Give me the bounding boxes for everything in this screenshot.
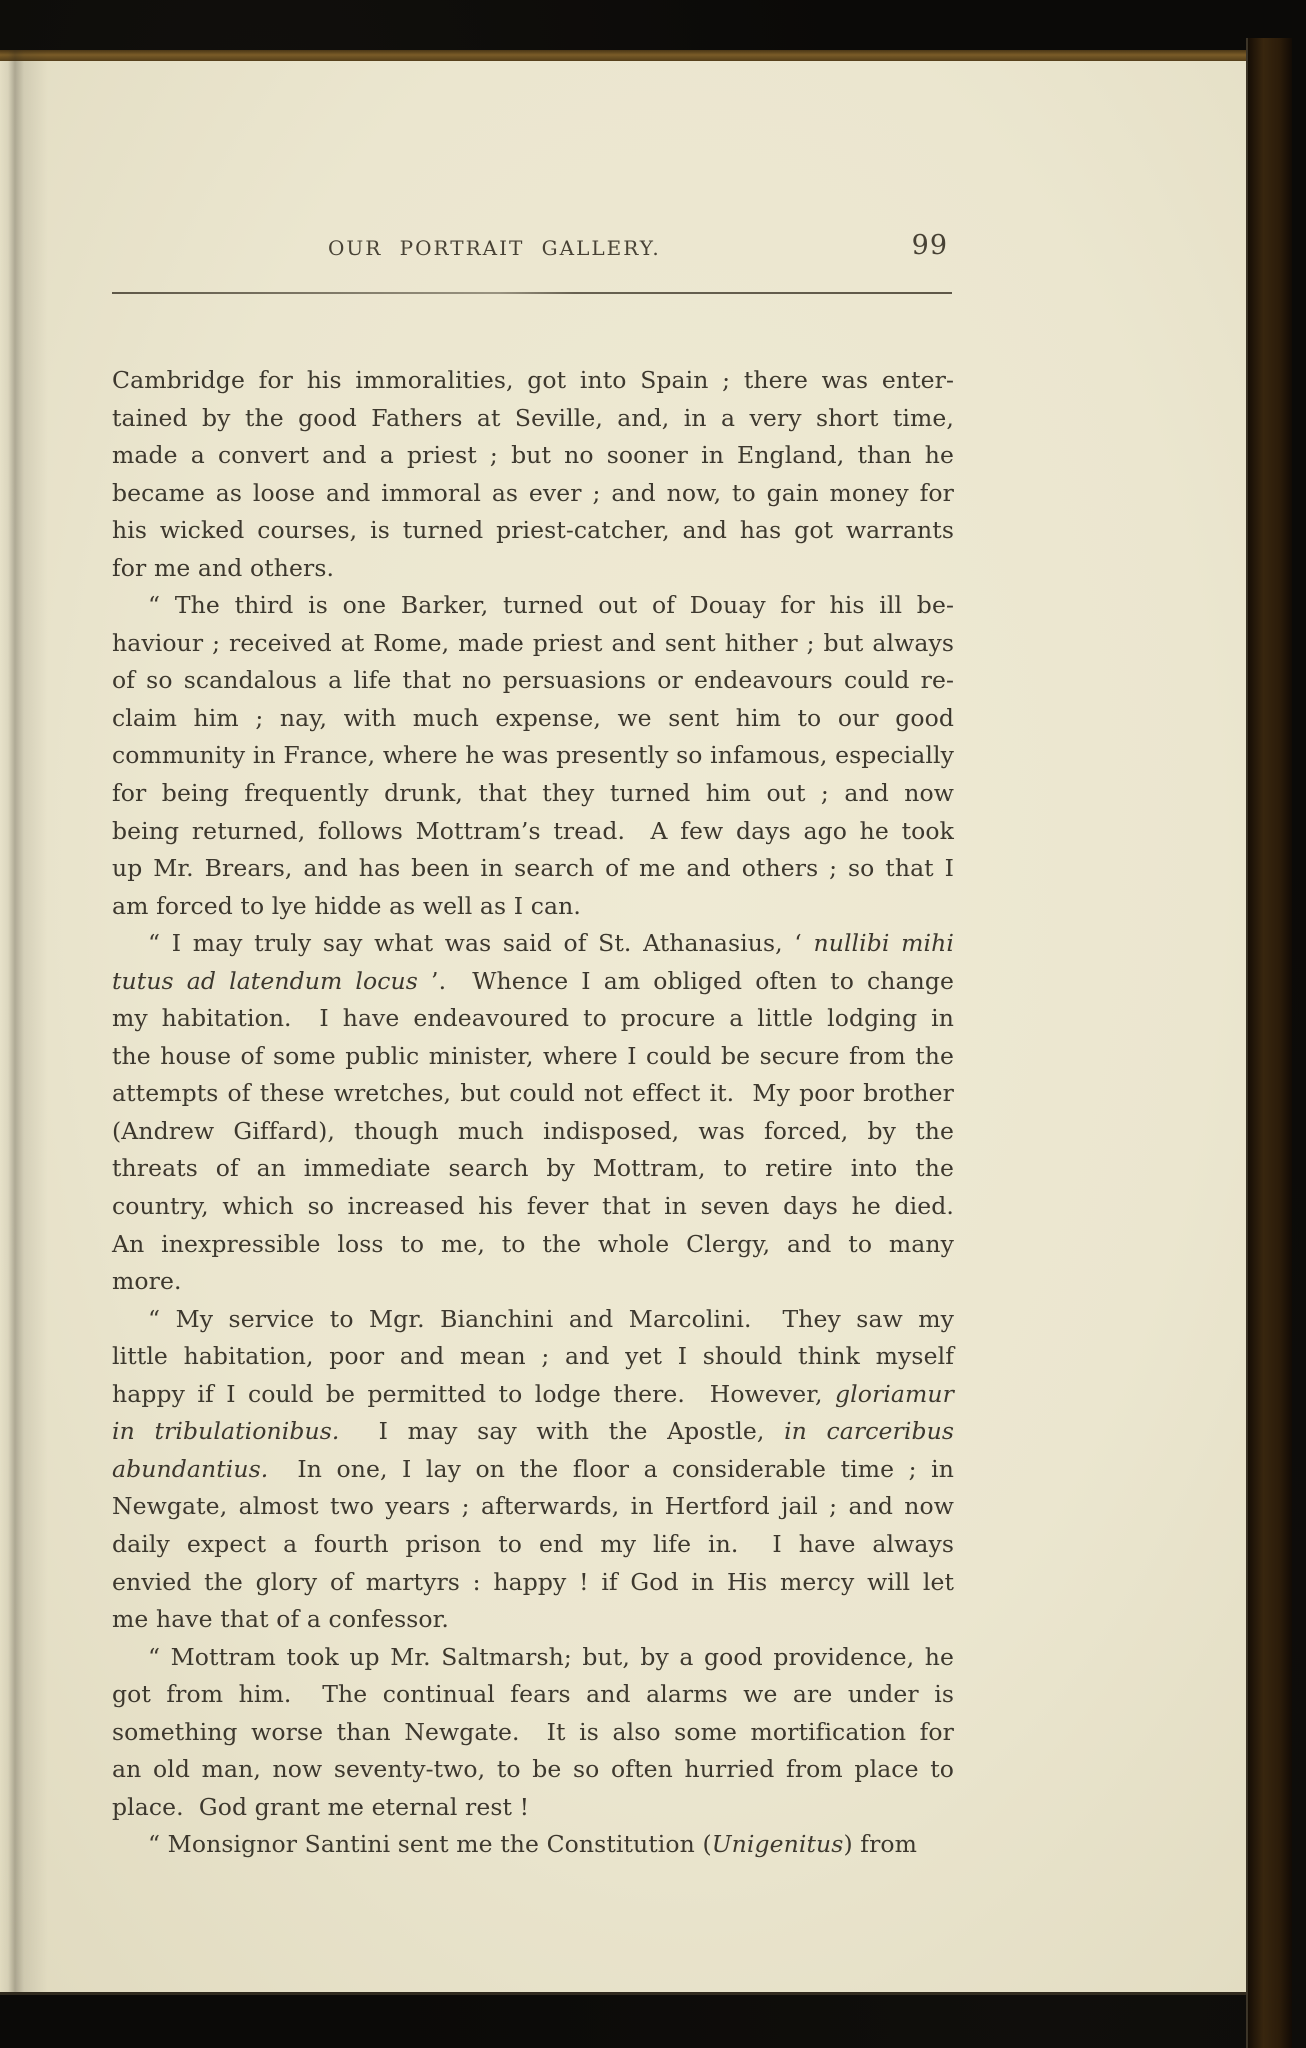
text-segment: ’. Whence I am obliged often to change bbox=[417, 966, 954, 995]
text-line bbox=[112, 888, 954, 926]
running-header bbox=[112, 230, 950, 270]
text-line bbox=[112, 362, 954, 400]
text-segment: happy if I could be permitted to lodge there. However, bbox=[112, 1379, 835, 1408]
text-segment: being returned, follows Mottram’s tread. A few days ago he took bbox=[112, 816, 954, 845]
text-segment: community in France, where he was presently so infamous, especially bbox=[112, 741, 954, 770]
text-segment: Newgate, almost two years ; afterwards, in Hertford jail ; and now bbox=[112, 1492, 954, 1521]
text-segment: my habitation. I have endeavoured to procure a little lodging in bbox=[112, 1004, 954, 1033]
text-line bbox=[112, 1714, 954, 1752]
text-segment: tained by the good Fathers at Seville, and, in a very short time, bbox=[112, 403, 954, 432]
text-line bbox=[112, 737, 954, 775]
text-segment: ) from bbox=[843, 1830, 918, 1859]
text-line bbox=[112, 963, 954, 1001]
italic-text-segment: tutus ad latendum locus bbox=[112, 966, 418, 995]
italic-text-segment: gloriamur bbox=[834, 1379, 954, 1408]
text-segment: country, which so increased his fever that in seven days he died. bbox=[112, 1192, 954, 1221]
text-segment: “ I may truly say what was said of St. Athanasius, ‘ bbox=[148, 929, 814, 958]
text-line bbox=[112, 475, 954, 513]
text-line bbox=[112, 925, 954, 963]
text-line bbox=[112, 1263, 954, 1301]
text-line bbox=[112, 1789, 954, 1827]
text-segment: threats of an immediate search by Mottram, to retire into the bbox=[112, 1154, 954, 1183]
text-segment: made a convert and a priest ; but no sooner in England, than he bbox=[112, 441, 954, 470]
text-segment: “ Monsignor Santini sent me the Constitution ( bbox=[148, 1830, 712, 1859]
italic-text-segment: in carceribus bbox=[784, 1417, 954, 1446]
text-line bbox=[112, 400, 954, 438]
text-segment: for being frequently drunk, that they turned him out ; and now bbox=[112, 779, 954, 808]
text-segment: “ The third is one Barker, turned out of Douay for his ill be- bbox=[148, 591, 954, 620]
text-line bbox=[112, 1150, 954, 1188]
text-line bbox=[112, 1338, 954, 1376]
text-segment: little habitation, poor and mean ; and yet I should think myself bbox=[112, 1342, 954, 1371]
page-body bbox=[112, 362, 954, 1864]
text-line bbox=[112, 1639, 954, 1677]
text-line bbox=[112, 1601, 954, 1639]
page-gilt-edge bbox=[0, 50, 1246, 61]
text-segment: In one, I lay on the floor a considerable time ; in bbox=[268, 1454, 954, 1483]
text-segment: attempts of these wretches, but could not effect it. My poor brother bbox=[112, 1079, 954, 1108]
text-line bbox=[112, 1451, 954, 1489]
text-segment: of so scandalous a life that no persuasions or endeavours could re- bbox=[112, 666, 954, 695]
text-line bbox=[112, 813, 954, 851]
text-segment: place. God grant me eternal rest ! bbox=[112, 1792, 530, 1821]
text-line bbox=[112, 1075, 954, 1113]
text-line bbox=[112, 1188, 954, 1226]
text-segment: daily expect a fourth prison to end my life in. I have always bbox=[112, 1529, 954, 1558]
text-segment: for me and others. bbox=[112, 553, 335, 582]
text-line bbox=[112, 1226, 954, 1264]
text-line bbox=[112, 587, 954, 625]
text-line bbox=[112, 1413, 954, 1451]
text-line bbox=[112, 1826, 954, 1864]
text-segment: (Andrew Giffard), though much indisposed, was forced, by the bbox=[112, 1116, 954, 1145]
text-segment: up Mr. Brears, and has been in search of me and others ; so that I bbox=[112, 854, 954, 883]
text-line bbox=[112, 662, 954, 700]
text-line bbox=[112, 700, 954, 738]
text-line bbox=[112, 550, 954, 588]
text-segment: an old man, now seventy-two, to be so often hurried from place to bbox=[112, 1755, 954, 1784]
text-segment: something worse than Newgate. It is also some mortification for bbox=[112, 1717, 954, 1746]
text-segment: me have that of a confessor. bbox=[112, 1605, 449, 1634]
italic-text-segment: abundantius. bbox=[112, 1454, 269, 1483]
text-line bbox=[112, 1376, 954, 1414]
text-segment: Cambridge for his immoralities, got into Spain ; there was enter- bbox=[112, 366, 954, 394]
text-line bbox=[112, 1301, 954, 1339]
text-line bbox=[112, 512, 954, 550]
text-segment: “ Mottram took up Mr. Saltmarsh; but, by a good providence, he bbox=[148, 1642, 954, 1671]
text-segment: claim him ; nay, with much expense, we sent him to our good bbox=[112, 703, 954, 732]
book-cover-edge bbox=[1246, 38, 1292, 2048]
text-segment: am forced to lye hidde as well as I can. bbox=[112, 891, 581, 920]
text-segment: more. bbox=[112, 1267, 182, 1296]
text-line bbox=[112, 1038, 954, 1076]
text-line bbox=[112, 1526, 954, 1564]
page-left-fold-shadow bbox=[0, 50, 52, 1992]
text-segment: his wicked courses, is turned priest-catcher, and has got warrants bbox=[112, 516, 954, 545]
running-header-title: OUR PORTRAIT GALLERY. bbox=[328, 236, 661, 260]
text-line bbox=[112, 1751, 954, 1789]
text-segment: the house of some public minister, where I could be secure from the bbox=[112, 1041, 954, 1070]
text-line bbox=[112, 625, 954, 663]
text-segment: got from him. The continual fears and alarms we are under is bbox=[112, 1680, 954, 1709]
text-line bbox=[112, 1564, 954, 1602]
text-segment: became as loose and immoral as ever ; and now, to gain money for bbox=[112, 478, 954, 507]
text-line bbox=[112, 437, 954, 475]
text-segment: envied the glory of martyrs : happy ! if God in His mercy will let bbox=[112, 1567, 954, 1596]
text-line bbox=[112, 1000, 954, 1038]
italic-text-segment: nullibi mihi bbox=[813, 929, 954, 958]
text-segment: haviour ; received at Rome, made priest and sent hither ; but always bbox=[112, 628, 954, 657]
header-rule bbox=[112, 292, 952, 294]
text-line bbox=[112, 775, 954, 813]
italic-text-segment: in tribulationibus. bbox=[112, 1417, 340, 1446]
text-segment: “ My service to Mgr. Bianchini and Marcolini. They saw my bbox=[148, 1304, 954, 1333]
text-line bbox=[112, 1488, 954, 1526]
text-segment: I may say with the Apostle, bbox=[339, 1417, 785, 1446]
text-line bbox=[112, 850, 954, 888]
page-number: 99 bbox=[911, 230, 948, 261]
text-segment: An inexpressible loss to me, to the whole Clergy, and to many bbox=[112, 1229, 954, 1258]
text-line bbox=[112, 1113, 954, 1151]
book-page bbox=[0, 50, 1246, 1992]
italic-text-segment: Unigenitus bbox=[711, 1830, 844, 1859]
text-line bbox=[112, 1676, 954, 1714]
